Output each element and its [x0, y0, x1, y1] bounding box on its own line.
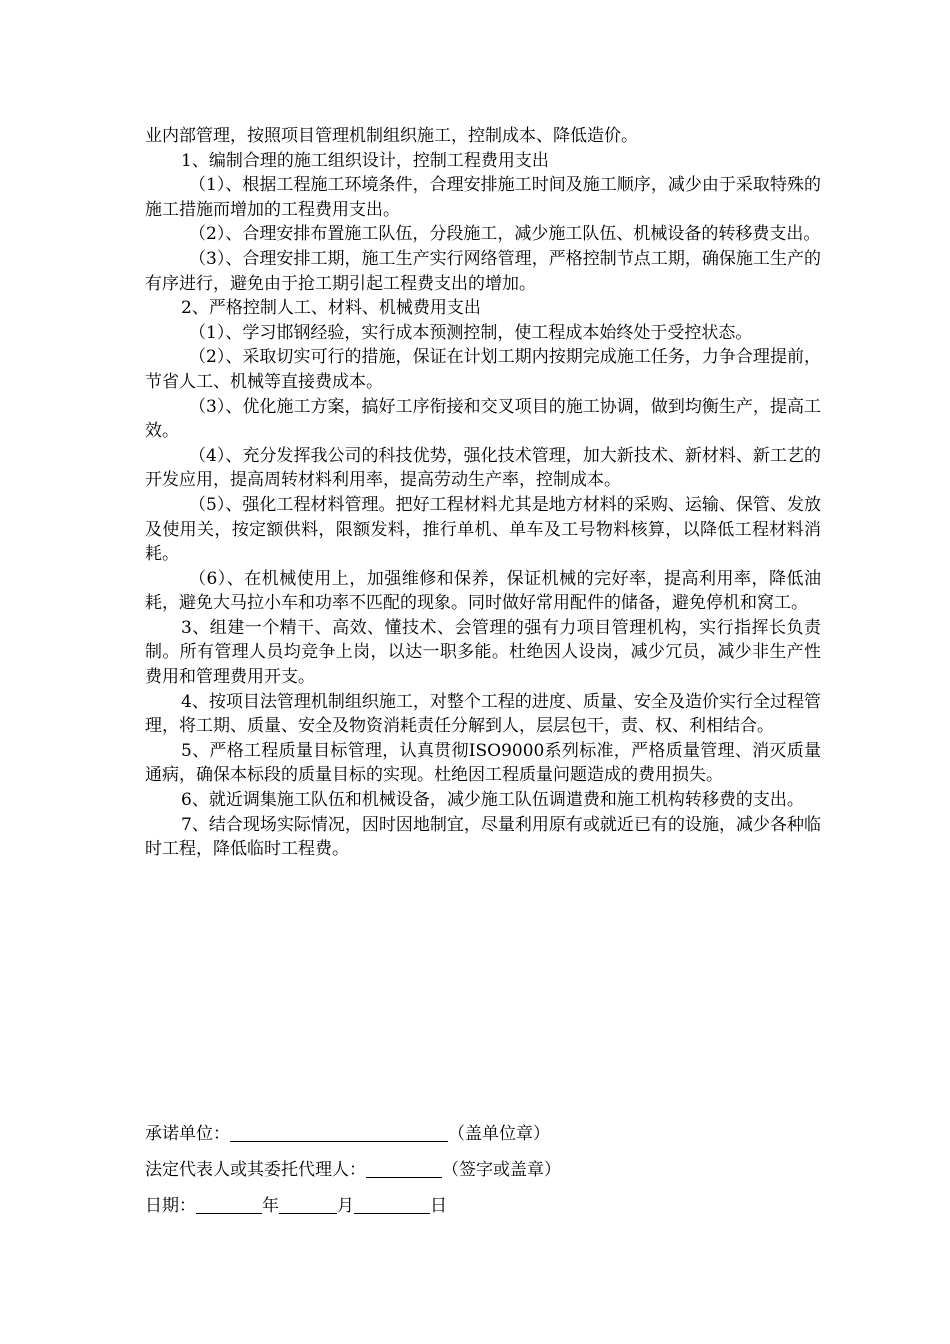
unit-note: （盖单位章） [448, 1124, 550, 1144]
signature-unit-line [145, 1122, 550, 1146]
item-2-6: （6）、在机械使用上，加强维修和保养，保证机械的完好率，提高利用率，降低油耗，避免大马拉小车和功率不匹配的现象。同时做好常用配件的储备，避免停机和窝工。 [145, 568, 821, 614]
item-1-3: （3）、合理安排工期，施工生产实行网络管理，严格控制节点工期，确保施工生产的有序进行，避免由于抢工期引起工程费支出的增加。 [145, 248, 821, 294]
unit-label: 承诺单位： [145, 1124, 230, 1144]
heading-6: 6、就近调集施工队伍和机械设备，减少施工队伍调遣费和施工机构转移费的支出。 [181, 790, 804, 811]
rep-note: （签字或盖章） [442, 1160, 561, 1180]
month-blank[interactable] [279, 1196, 337, 1214]
heading-1: 1、编制合理的施工组织设计，控制工程费用支出 [181, 150, 549, 171]
rep-blank[interactable] [366, 1160, 442, 1178]
item-2-2: （2）、采取切实可行的措施，保证在计划工期内按期完成施工任务，力争合理提前，节省人工、机械等直接费成本。 [145, 347, 821, 392]
item-2-3: （3）、优化施工方案，搞好工序衔接和交叉项目的施工协调，做到均衡生产，提高工效。 [145, 396, 821, 442]
heading-2: 2、严格控制人工、材料、机械费用支出 [181, 298, 481, 319]
item-1-2: （2）、合理安排布置施工队伍，分段施工，减少施工队伍、机械设备的转移费支出。 [189, 224, 821, 245]
item-2-5: （5）、强化工程材料管理。把好工程材料尤其是地方材料的采购、运输、保管、发放及使用关，按定额供料，限额发料，推行单机、单车及工号物料核算，以降低工程材料消耗。 [145, 494, 821, 565]
item-2-1: （1）、学习邯钢经验，实行成本预测控制，使工程成本始终处于受控状态。 [189, 322, 753, 343]
paragraph-intro: 业内部管理，按照项目管理机制组织施工，控制成本、降低造价。 [145, 126, 638, 146]
heading-5: 5、严格工程质量目标管理，认真贯彻ISO9000系列标准，严格质量管理、消灭质量通病，确保本标段的质量目标的实现。杜绝因工程质量问题造成的费用损失。 [145, 740, 821, 786]
day-label: 日 [430, 1196, 447, 1216]
body-text [145, 124, 821, 862]
heading-7: 7、结合现场实际情况，因时因地制宜，尽量利用原有或就近已有的设施，减少各种临时工程，降低临时工程费。 [145, 814, 821, 860]
heading-3: 3、组建一个精干、高效、懂技术、会管理的强有力项目管理机构，实行指挥长负责制。所有管理人员均竞争上岗，以达一职多能。杜绝因人设岗，减少冗员，减少非生产性费用和管理费用开支。 [145, 617, 821, 688]
heading-4: 4、按项目法管理机制组织施工，对整个工程的进度、质量、安全及造价实行全过程管理，将工期、质量、安全及物资消耗责任分解到人，层层包干，责、权、利相结合。 [145, 691, 821, 737]
date-label: 日期： [145, 1196, 196, 1216]
item-1-1: （1）、根据工程施工环境条件，合理安排施工时间及施工顺序，减少由于采取特殊的施工措施而增加的工程费用支出。 [145, 175, 821, 220]
item-2-4: （4）、充分发挥我公司的科技优势，强化技术管理，加大新技术、新材料、新工艺的开发应用，提高周转材料利用率，提高劳动生产率，控制成本。 [145, 445, 821, 491]
year-label: 年 [262, 1196, 279, 1216]
month-label: 月 [337, 1196, 354, 1216]
signature-date-line [145, 1194, 447, 1218]
signature-rep-line [145, 1158, 561, 1182]
day-blank[interactable] [354, 1196, 430, 1214]
rep-label: 法定代表人或其委托代理人： [145, 1160, 366, 1180]
unit-blank[interactable] [230, 1124, 448, 1142]
year-blank[interactable] [196, 1196, 262, 1214]
